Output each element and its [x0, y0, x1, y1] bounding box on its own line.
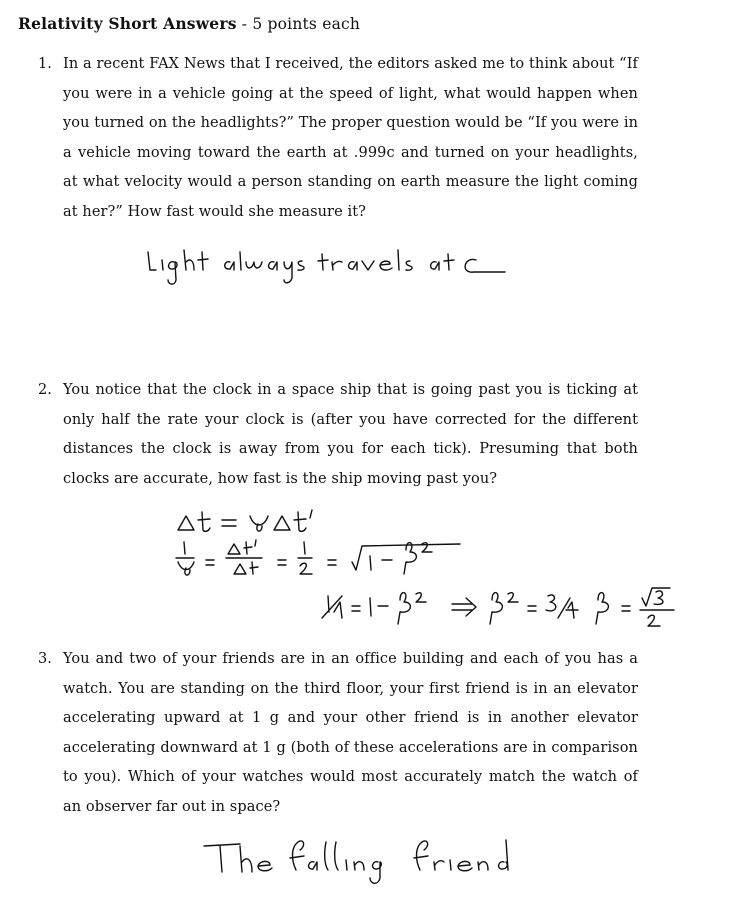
title-text: Relativity Short Answers — [18, 14, 237, 33]
question-number: 1. — [38, 56, 52, 72]
question-text: In a recent FAX News that I received, the editors asked me to think about “If you were in a vehicle going at the speed of light, what would happen when you turned on the headlights?” The proper question would be “If you were in a vehicle moving toward the earth at .999c and turned on your headlights, at what velocity would a person standing on earth measure the light coming at her?” How fast would she measure it? — [63, 56, 639, 220]
handwritten-answer-2 — [170, 500, 690, 640]
question-1 — [38, 50, 638, 228]
handwritten-answer-1 — [140, 240, 520, 290]
question-text: You and two of your friends are in an office building and each of you has a watch. You are standing on the third floor, your first friend is in an elevator accelerating upward at 1 g and your other friend is in another elevator accelerating downward at 1 g (both of these accelerations are in comparison to you). Which of your watches would most accurately match the watch of an observer far out in space? — [63, 651, 638, 815]
question-3 — [38, 645, 638, 823]
question-number: 2. — [38, 382, 52, 398]
handwritten-answer-3 — [200, 832, 520, 892]
question-text: You notice that the clock in a space ship that is going past you is ticking at only half the rate your clock is (after you have corrected for the different distances the clock is away from you for each tick). Presuming that both clocks are accurate, how fast is the ship moving past you? — [63, 382, 638, 487]
question-number: 3. — [38, 651, 52, 667]
question-2 — [38, 376, 638, 494]
page-title — [18, 14, 360, 33]
title-subtitle: - 5 points each — [236, 15, 361, 33]
